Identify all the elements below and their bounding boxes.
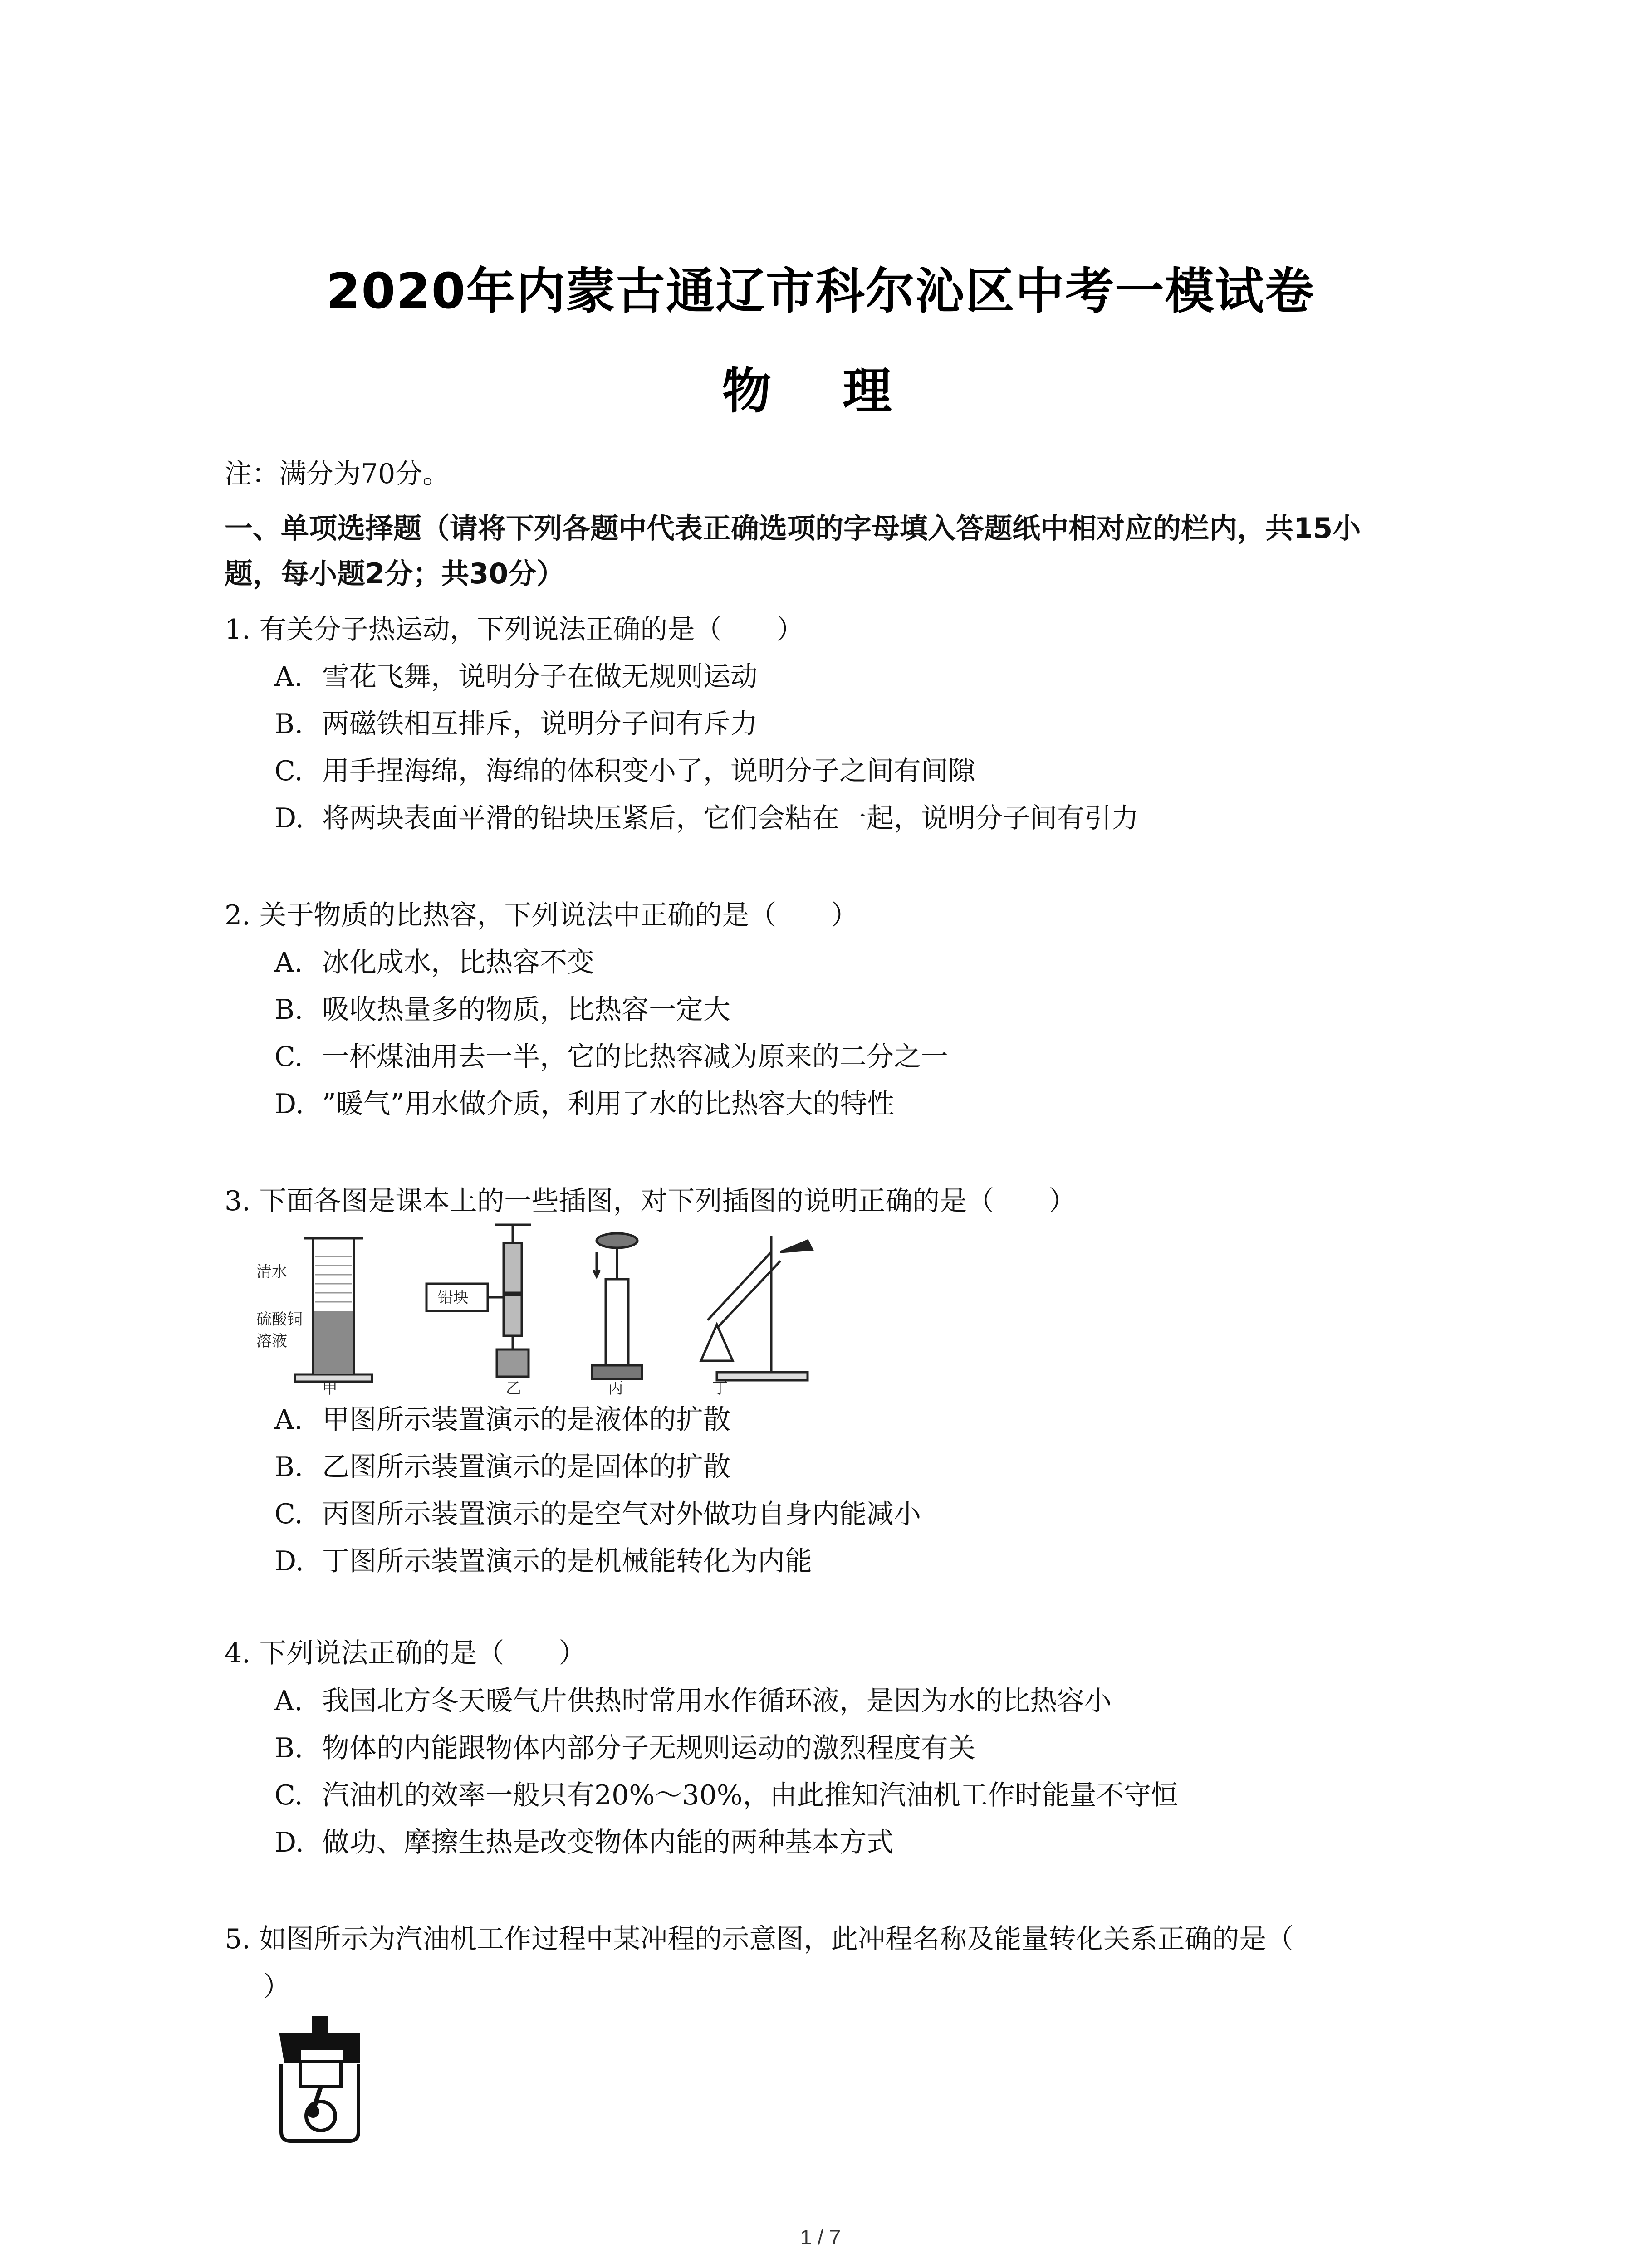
question-3-option-c (274, 1496, 921, 1532)
figure-label-ding: 丁 (712, 1379, 728, 1398)
option-text: 丁图所示装置演示的是机械能转化为内能 (322, 1545, 812, 1577)
question-5-stem-line1: 5. 如图所示为汽油机工作过程中某冲程的示意图，此冲程名称及能量转化关系正确的是（ (225, 1923, 1294, 1955)
option-text: 用手捏海绵，海绵的体积变小了，说明分子之间有间隙 (322, 755, 975, 787)
option-letter: B. (274, 708, 304, 740)
option-letter: C. (274, 1498, 303, 1530)
option-text: 乙图所示装置演示的是固体的扩散 (322, 1451, 730, 1483)
option-letter: A. (274, 661, 303, 693)
question-1-stem: 1. 有关分子热运动，下列说法正确的是（ ） (225, 614, 804, 645)
option-letter: D. (274, 1827, 304, 1858)
question-3-option-d (274, 1543, 812, 1579)
question-3-figures (254, 1225, 912, 1397)
question-1-option-c (274, 753, 975, 789)
option-text: 吸收热量多的物质，比热容一定大 (322, 994, 730, 1026)
question-3-option-a (274, 1402, 730, 1438)
question-2-option-a (274, 944, 594, 981)
option-text: 将两块表面平滑的铅块压紧后，它们会粘在一起，说明分子间有引力 (322, 802, 1139, 834)
option-letter: B. (274, 1451, 304, 1483)
option-letter: A. (274, 947, 303, 978)
question-2-stem: 2. 关于物质的比热容，下列说法中正确的是（ ） (225, 899, 858, 931)
question-5-engine-figure (272, 2014, 372, 2146)
question-1-option-b (274, 706, 758, 742)
question-4-option-b (274, 1730, 975, 1766)
figure-label-water: 清水 (256, 1263, 287, 1281)
option-text: 汽油机的效率一般只有20%～30%，由此推知汽油机工作时能量不守恒 (322, 1779, 1178, 1811)
option-letter: D. (274, 1088, 304, 1120)
option-text: 两磁铁相互排斥，说明分子间有斥力 (322, 708, 758, 740)
question-5-stem-line2: ） (263, 1971, 290, 2003)
option-letter: A. (274, 1685, 303, 1717)
question-1-option-a (274, 659, 758, 695)
question-2-option-c (274, 1039, 948, 1075)
exam-title: 2020年内蒙古通辽市科尔沁区中考一模试卷 (326, 263, 1315, 320)
option-text: 物体的内能跟物体内部分子无规则运动的激烈程度有关 (322, 1732, 975, 1764)
option-letter: B. (274, 1732, 304, 1764)
option-text: 一杯煤油用去一半，它的比热容减为原来的二分之一 (322, 1041, 948, 1073)
figure-label-jia: 甲 (322, 1379, 338, 1398)
option-letter: C. (274, 1779, 303, 1811)
figure-ding-test-tube (701, 1236, 812, 1380)
option-letter: D. (274, 1545, 304, 1577)
option-letter: D. (274, 802, 304, 834)
question-4-option-d (274, 1824, 894, 1861)
score-note: 注：满分为70分。 (225, 458, 450, 490)
option-letter: C. (274, 755, 303, 787)
figure-label-solution1: 硫酸铜 (256, 1310, 303, 1329)
option-letter: B. (274, 994, 304, 1026)
question-2-option-d (274, 1086, 894, 1122)
figure-bing-piston (592, 1233, 642, 1379)
option-text: ”暖气”用水做介质，利用了水的比热容大的特性 (322, 1088, 895, 1120)
figure-label-lead: 铅块 (438, 1289, 469, 1307)
question-3-option-b (274, 1449, 730, 1485)
question-4-option-c (274, 1777, 1178, 1813)
option-text: 冰化成水，比热容不变 (322, 947, 594, 978)
option-text: 做功、摩擦生热是改变物体内能的两种基本方式 (322, 1827, 894, 1858)
figure-jia-cylinder (295, 1238, 372, 1382)
option-letter: C. (274, 1041, 303, 1073)
figure-label-yi: 乙 (506, 1379, 521, 1398)
option-text: 甲图所示装置演示的是液体的扩散 (322, 1404, 730, 1436)
figure-label-bing: 丙 (608, 1379, 623, 1398)
section-heading-line1: 一、单项选择题（请将下列各题中代表正确选项的字母填入答题纸中相对应的栏内，共15小 (225, 512, 1361, 545)
page-number: 1 / 7 (800, 2225, 841, 2249)
question-1-option-d (274, 800, 1139, 836)
option-text: 我国北方冬天暖气片供热时常用水作循环液，是因为水的比热容小 (322, 1685, 1112, 1717)
question-4-option-a (274, 1683, 1112, 1719)
option-text: 雪花飞舞，说明分子在做无规则运动 (322, 661, 758, 693)
option-letter: A. (274, 1404, 303, 1436)
question-2-option-b (274, 992, 730, 1028)
question-3-stem: 3. 下面各图是课本上的一些插图，对下列插图的说明正确的是（ ） (225, 1185, 1076, 1217)
question-4-stem: 4. 下列说法正确的是（ ） (225, 1637, 586, 1669)
section-heading-line2: 题，每小题2分；共30分） (225, 557, 565, 590)
option-text: 丙图所示装置演示的是空气对外做功自身内能减小 (322, 1498, 921, 1530)
figure-label-solution2: 溶液 (256, 1332, 287, 1350)
subject-title: 物 理 (722, 363, 919, 420)
